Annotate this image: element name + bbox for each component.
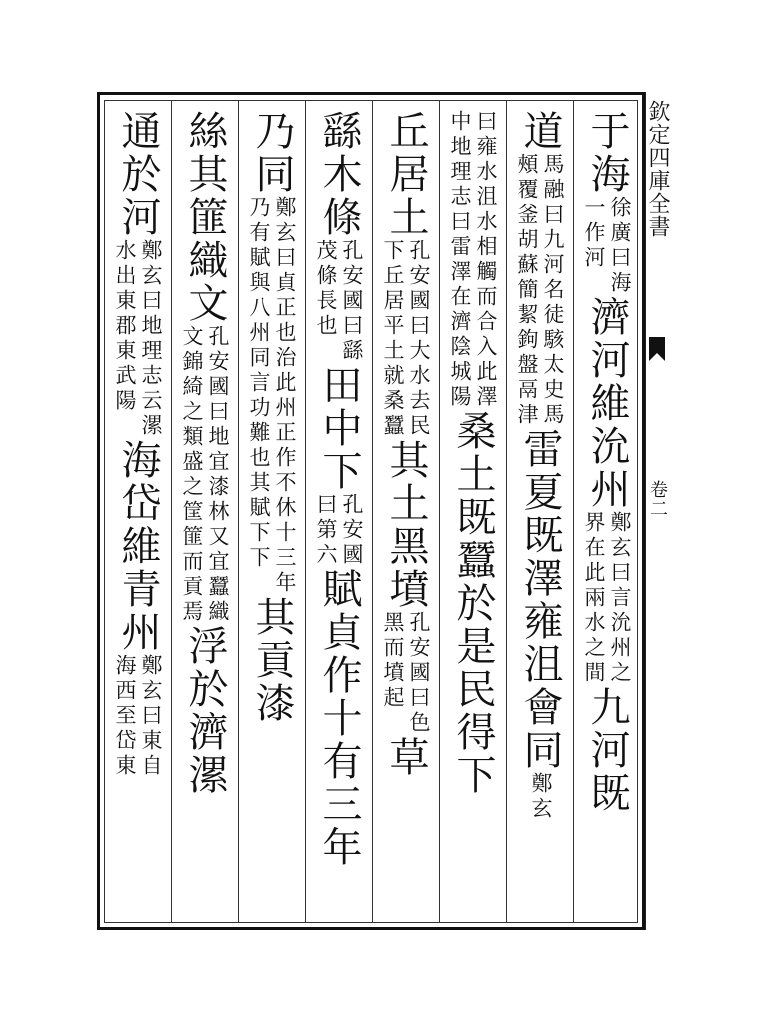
commentary-line-right: 鄭玄 <box>529 772 553 822</box>
commentary-line-left: 下丘居平土就桑蠶 <box>381 239 405 439</box>
commentary-line-left: 乃有賦與八州同言功難也其賦下下 <box>247 196 271 571</box>
main-text: 賦貞作十有三年 <box>316 568 362 869</box>
commentary-line-right: 鄭玄曰貞正也治此州正作不休十三年 <box>273 196 297 596</box>
commentary-line-left: 黑而墳起 <box>381 611 405 711</box>
commentary-line-right: 曰雍水沮水相觸而合入此澤 <box>474 110 498 410</box>
commentary-block <box>507 153 573 428</box>
main-text: 草 <box>383 736 429 779</box>
main-text: 田中下 <box>316 364 362 493</box>
commentary-line-right: 孔安國曰繇 <box>340 239 364 364</box>
fishtail-mark-icon <box>647 335 667 365</box>
commentary-block <box>574 511 640 686</box>
text-column <box>574 110 640 920</box>
main-text: 桑土既蠶於是民得下 <box>450 410 496 797</box>
main-text: 丘居土 <box>383 110 429 239</box>
main-text: 雷夏既澤雍沮會同 <box>517 428 563 772</box>
commentary-line-right: 鄭玄曰東自 <box>139 654 163 779</box>
text-column <box>105 110 171 920</box>
commentary-line-left: 頰覆釜胡蘇簡絜鉤盤鬲津 <box>515 153 539 428</box>
commentary-line-right: 孔安國曰色 <box>407 611 431 736</box>
main-text: 道 <box>517 110 563 153</box>
book-title-label: 欽定四庫全書 <box>645 100 670 238</box>
commentary-block <box>306 493 372 568</box>
commentary-line-left: 茂條長也 <box>314 239 338 339</box>
main-text: 海岱維青州 <box>115 439 161 654</box>
commentary-line-right: 孔安國 <box>340 493 364 568</box>
main-text: 九河既 <box>584 686 630 815</box>
text-column <box>239 110 305 920</box>
commentary-line-left: 水出東郡東武陽 <box>113 239 137 414</box>
commentary-block <box>373 611 439 736</box>
main-text: 其土黑墳 <box>383 439 429 611</box>
commentary-line-left: 一作河 <box>582 196 606 271</box>
text-column <box>507 110 573 920</box>
commentary-block <box>105 654 171 779</box>
commentary-line-left: 文錦綺之類盛之筐篚而貢焉 <box>180 325 204 625</box>
commentary-line-right: 徐廣曰海 <box>608 196 632 296</box>
commentary-block <box>440 110 506 410</box>
commentary-block <box>306 239 372 364</box>
commentary-line-left: 界在此兩水之間 <box>582 511 606 686</box>
main-text: 其貢漆 <box>249 596 295 725</box>
commentary-line-left: 海西至岱東 <box>113 654 137 779</box>
text-column <box>172 110 238 920</box>
commentary-line-right: 孔安國曰地宜漆林又宜蠶織 <box>206 325 230 625</box>
main-text: 繇木條 <box>316 110 362 239</box>
main-text: 浮於濟漯 <box>182 625 228 797</box>
commentary-block <box>172 325 238 625</box>
main-text: 濟河維沇州 <box>584 296 630 511</box>
commentary-block <box>507 772 573 822</box>
commentary-block <box>239 196 305 596</box>
commentary-line-right: 鄭玄曰地理志云漯 <box>139 239 163 439</box>
commentary-block <box>574 196 640 296</box>
commentary-line-left: 曰第六 <box>314 493 338 568</box>
main-text: 乃同 <box>249 110 295 196</box>
commentary-line-right: 孔安國曰大水去民 <box>407 239 431 439</box>
commentary-block <box>373 239 439 439</box>
commentary-block <box>105 239 171 439</box>
commentary-line-right: 馬融曰九河名徒駭太史馬 <box>541 153 565 428</box>
commentary-line-left: 中地理志曰雷澤在濟陰城陽 <box>448 110 472 410</box>
text-column <box>373 110 439 920</box>
main-text: 通於河 <box>115 110 161 239</box>
volume-label: 卷二 <box>647 480 668 518</box>
text-column <box>306 110 372 920</box>
main-text: 于海 <box>584 110 630 196</box>
main-text: 絲其篚織文 <box>182 110 228 325</box>
commentary-line-right: 鄭玄曰言沇州之 <box>608 511 632 686</box>
text-column <box>440 110 506 920</box>
